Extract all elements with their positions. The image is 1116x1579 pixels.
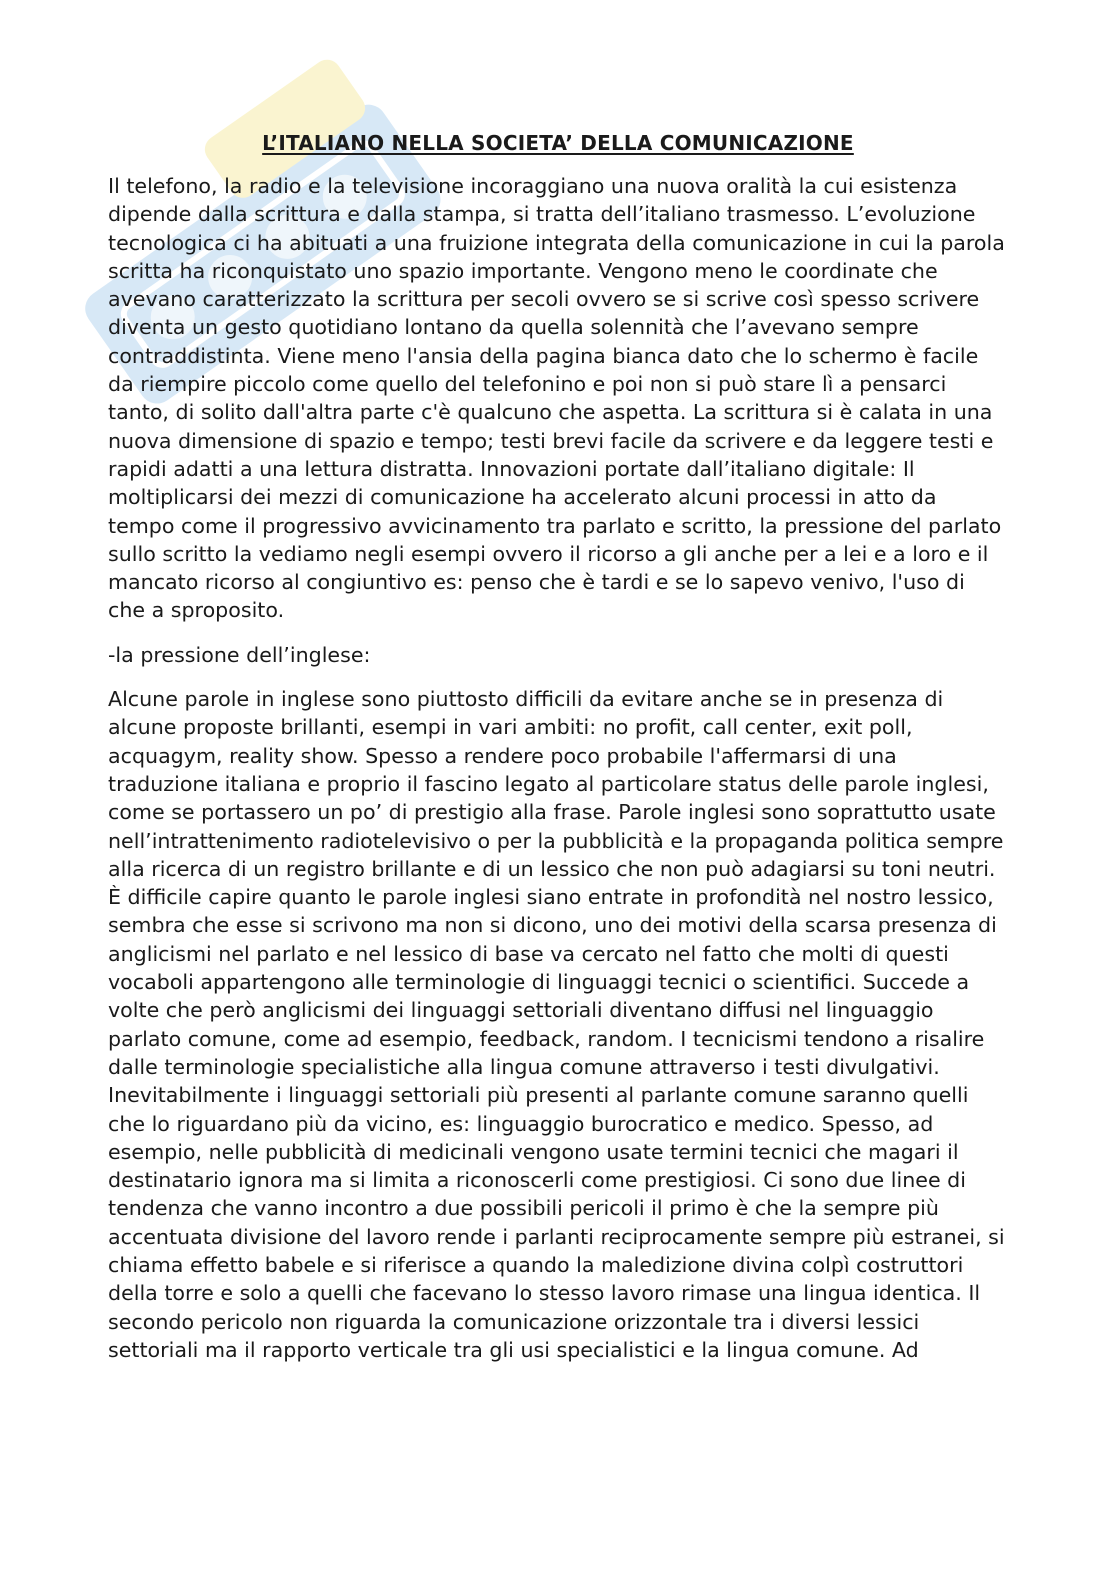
paragraph-subheading: -la pressione dell’inglese: [108,642,371,667]
paragraph-english-pressure: Alcune parole in inglese sono piuttosto difficili da evitare anche se in presenza di alcune proposte brillanti, esempi in vari ambiti: no profit, call center, exit poll, acquagym, reality show. Spesso a rendere poco probabile l'affermarsi di una traduzione italiana e proprio il fascino legato al particolare status delle parole inglesi, come se portassero un po’ di prestigio alla frase. Parole inglesi sono soprattutto usate nell’intrattenimento radiotelevisivo o per la pubblicità e la propaganda politica sempre alla ricerca di un registro brillante e di un lessico che non può adagiarsi su toni neutri. È difficile capire quanto le parole inglesi siano entrate in profondità nel nostro lessico, sembra che esse si scrivono ma non si dicono, uno dei motivi della scarsa presenza di anglicismi nel parlato e nel lessico di base va cercato nel fatto che molti di questi vocaboli appartengono alle terminologie di linguaggi tecnici o scientifici. Succede a volte che però anglicismi dei linguaggi settoriali diventano diffusi nel linguaggio parlato comune, come ad esempio, feedback, random. I tecnicismi tendono a risalire dalle terminologie specialistiche alla lingua comune attraverso i testi divulgativi. Inevitabilmente i linguaggi settoriali più presenti al parlante comune saranno quelli che lo riguardano più da vicino, es: linguaggio burocratico e medico. Spesso, ad esempio, nelle pubblicità di medicinali vengono usate termini tecnici che magari il destinatario ignora ma si limita a riconoscerli come prestigiosi. Ci sono due linee di tendenza che vanno incontro a due possibili pericoli il primo è che la sempre più accentuata divisione del lavoro rende i parlanti reciprocamente sempre più estranei, si chiama effetto babele e si riferisce a quando la maledizione divina colpì costruttori della torre e solo a quelli che facevano lo stesso lavoro rimase una lingua identica. Il secondo pericolo non riguarda la comunicazione orizzontale tra i diversi lessici settoriali ma il rapporto verticale tra gli usi specialistici e la lingua comune. Ad [108,687,1005,1362]
document-title: L’ITALIANO NELLA SOCIETA’ DELLA COMUNICAZIONE [262,131,854,155]
document-page [108,128,1008,1380]
paragraph-intro: Il telefono, la radio e la televisione incoraggiano una nuova oralità la cui esistenza dipende dalla scrittura e dalla stampa, si tratta dell’italiano trasmesso. L’evoluzione tecnologica ci ha abituati a una fruizione integrata della comunicazione in cui la parola scritta ha riconquistato uno spazio importante. Vengono meno le coordinate che avevano caratterizzato la scrittura per secoli ovvero se si scrive così spesso scrivere diventa un gesto quotidiano lontano da quella solennità che l’avevano sempre contraddistinta. Viene meno l'ansia della pagina bianca dato che lo schermo è facile da riempire piccolo come quello del telefonino e poi non si può stare lì a pensarci tanto, di solito dall'altra parte c'è qualcuno che aspetta. La scrittura si è calata in una nuova dimensione di spazio e tempo; testi brevi facile da scrivere e da leggere testi e rapidi adatti a una lettura distratta. Innovazioni portate dall’italiano digitale: Il moltiplicarsi dei mezzi di comunicazione ha accelerato alcuni processi in atto da tempo come il progressivo avvicinamento tra parlato e scritto, la pressione del parlato sullo scritto la vediamo negli esempi ovvero il ricorso a gli anche per a lei e a loro e il mancato ricorso al congiuntivo es: penso che è tardi e se lo sapevo venivo, l'uso di che a sproposito. [108,174,1005,623]
